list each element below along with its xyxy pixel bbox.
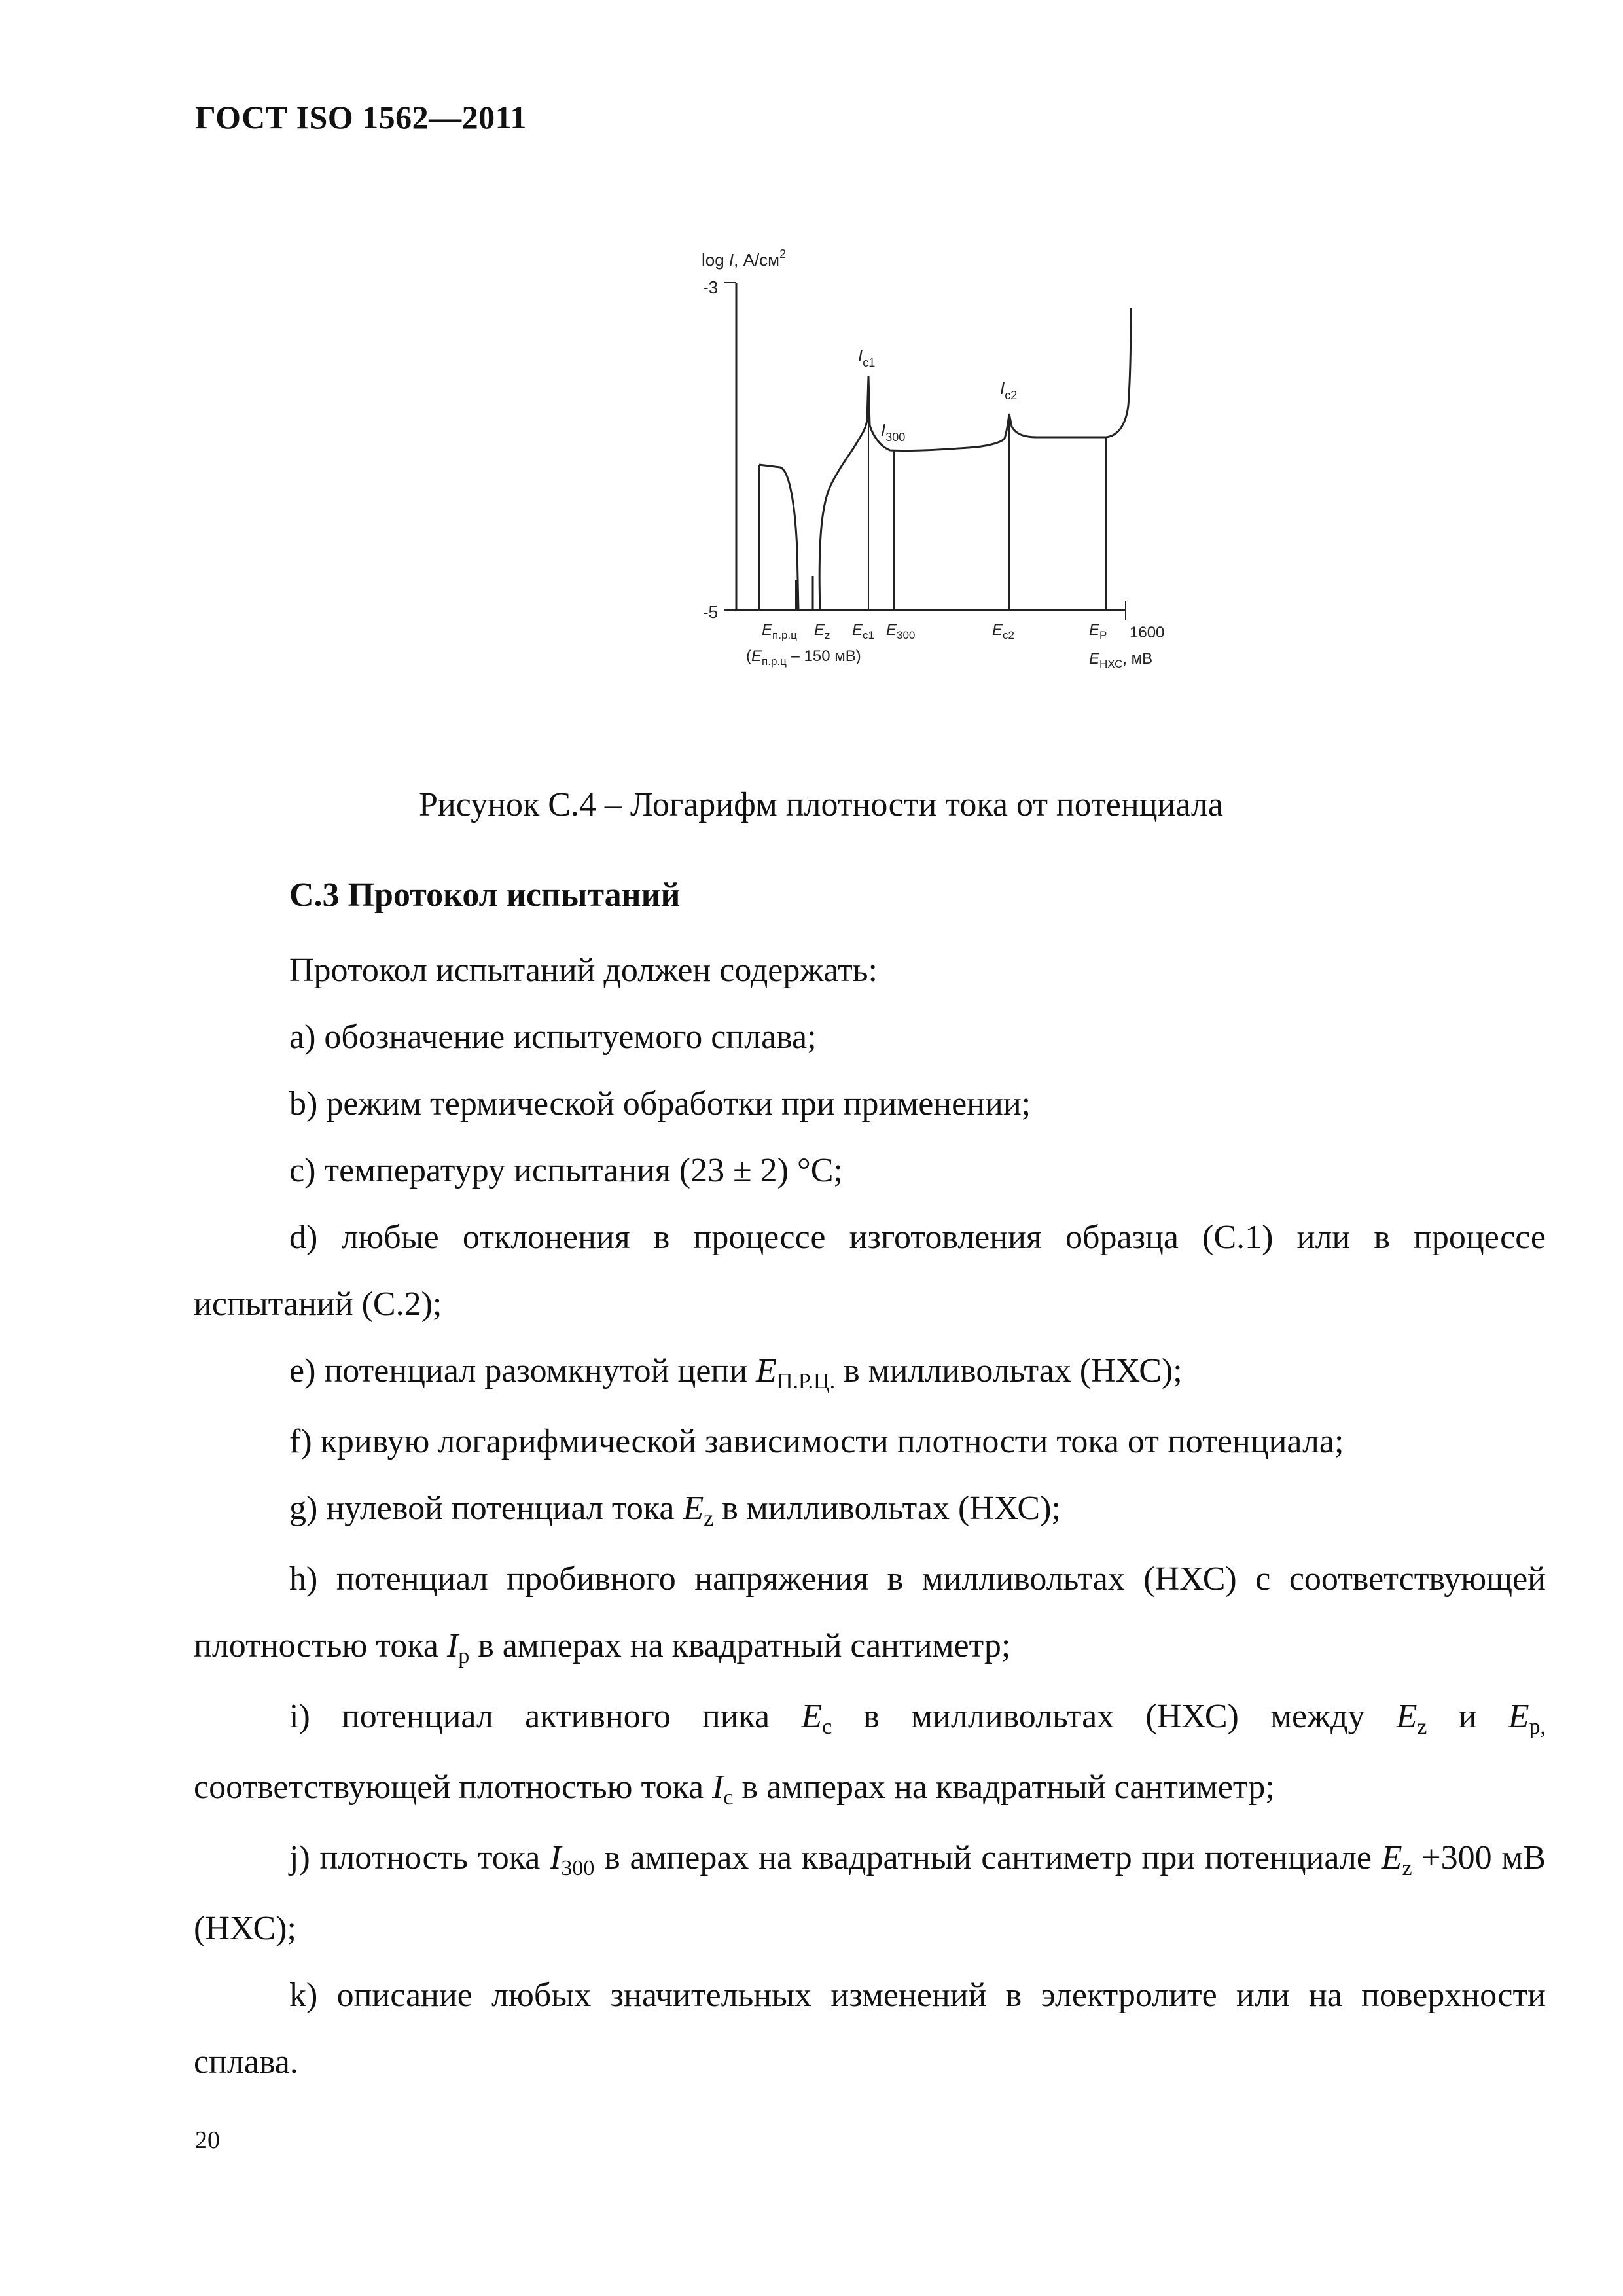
y-axis-label: log I, $А/см^2$	[702, 247, 787, 270]
test-report-requirements	[194, 937, 1546, 2096]
list-item-a: а) обозначение испытуемого сплава;	[289, 1018, 817, 1056]
list-item-i: i) потенциал активного пика Ec в милливольтах (НХС) между Ez и Ep, соответствующей плотностью тока Ic в амперах на квадратный сантиметр;	[194, 1698, 1546, 1810]
x-tick-label-e300: $E_{300}$	[886, 621, 916, 641]
list-item-k: k) описание любых значительных изменений в электролите или на поверхности сплава.	[194, 1977, 1546, 2081]
cathodic-branch-curve	[759, 465, 798, 610]
list-item-h: h) потенциал пробивного напряжения в милливольтах (НХС) с соответствующей плотностью тока Ip в амперах на квадратный сантиметр;	[194, 1560, 1546, 1668]
list-item-b: b) режим термической обработки при применении;	[289, 1085, 1031, 1122]
y-tick-label-bottom: -5	[703, 602, 719, 622]
document-code-header: ГОСТ ISO 1562—2011	[195, 99, 527, 135]
x-tick-label-ec1: $E_{c1}$	[852, 621, 874, 641]
x-tick-label-eprc: $E_{п.р.ц}$	[762, 621, 797, 641]
x-tick-label-ec2: $E_{c2}$	[992, 621, 1014, 641]
curve-label-ic2: $I_{c2}$	[1000, 378, 1018, 402]
section-heading: С.3 Протокол испытаний	[289, 876, 681, 914]
list-item-f: f) кривую логарифмической зависимости плотности тока от потенциала;	[289, 1423, 1344, 1460]
list-intro: Протокол испытаний должен содержать:	[289, 952, 878, 989]
y-tick-label-top: -3	[703, 278, 719, 297]
x-tick-label-ez: $E_z$	[814, 621, 830, 641]
list-item-j: j) плотность тока I300 в амперах на квадратный сантиметр при потенциале Ez +300 мВ (НХС);	[194, 1839, 1546, 1947]
curve-label-ic1: $I_{c1}$	[858, 346, 876, 369]
curve-label-i300: $I_{300}$	[881, 420, 906, 444]
x-axis-end-value: 1600	[1130, 624, 1165, 641]
list-item-d: d) любые отклонения в процессе изготовления образца (С.1) или в процессе испытаний (С.2);	[194, 1219, 1546, 1323]
current-density-potential-figure	[681, 242, 1204, 700]
x-tick-label-ep: $E_P$	[1089, 621, 1107, 641]
list-item-e: е) потенциал разомкнутой цепи EП.Р.Ц. в милливольтах (НХС);	[289, 1352, 1183, 1393]
list-item-c: c) температуру испытания (23 ± 2) °С;	[289, 1152, 843, 1189]
page-number: 20	[195, 2126, 220, 2154]
polarization-curve	[819, 308, 1131, 610]
x-axis-units-label: $E_{НХС}$, мВ	[1089, 650, 1153, 670]
figure-caption: Рисунок С.4 – Логарифм плотности тока от потенциала	[419, 786, 1223, 823]
x-axis-offset-note: ($E_{п.р.ц} - 150$ мВ)	[746, 647, 861, 668]
list-item-g: g) нулевой потенциал тока Ez в милливольтах (НХС);	[289, 1490, 1061, 1531]
